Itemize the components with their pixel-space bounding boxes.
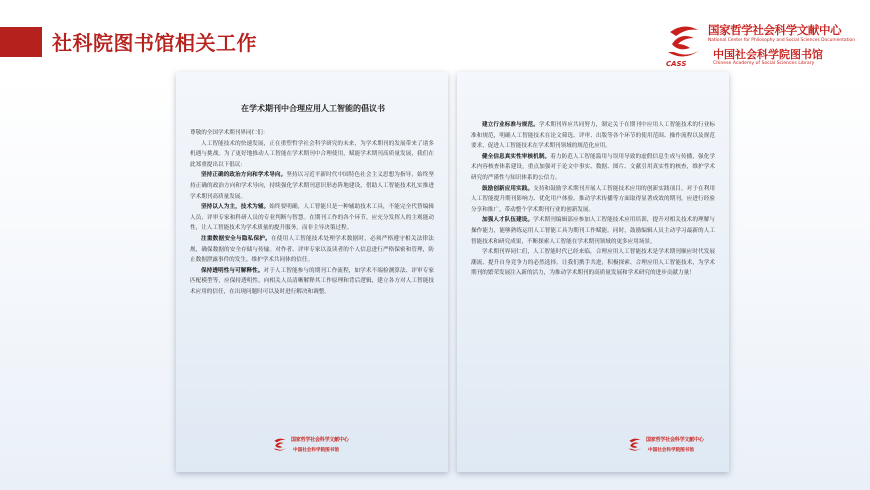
cass-library-logo <box>664 18 864 76</box>
page-title: 社科院图书馆相关工作 <box>52 31 257 55</box>
logo-abbr: CASS <box>666 60 687 68</box>
footer-org-name-1: 国家哲学社会科学文献中心 <box>291 437 349 443</box>
document-page-left <box>176 72 448 472</box>
initiative-item: 注重数据安全与隐私保护。在使用人工智能技术处理学术数据时，必须严格遵守相关法律法规，确保数据的安全存储与传输。对作者、评审专家以及读者的个人信息进行严格保密和管理，防止数据泄露事件的发生，维护学术共同体的信任。 <box>190 235 434 264</box>
initiative-item: 健全信息真实性审核机制。着力防范人工智能滥用与误用导致的虚假信息生成与传播，强化学术内容核查体系建设，重点加强对于论文中事实、数据、图片、文献引用真实性的核查，维护学术研究的严谨性与知识体系的公信力。 <box>471 153 715 181</box>
greeting: 尊敬的全国学术期刊界同仁们： <box>190 130 269 136</box>
initiative-item: 保持透明性与可解释性。对于人工智能参与的期刊工作流程，如学术不端检测算法、评审专家匹配模型等，应保持透明性，向相关人员清晰解释其工作原理和背后逻辑，建立各方对人工智能技术应用的信任，在出现问题时可以及时进行解决和调整。 <box>190 267 434 295</box>
initiative-item: 鼓励创新应用实践。支持和鼓励学术期刊开展人工智能技术应用的创新实践项目。对于在利用人工智能提升期刊影响力、优化用户体验、推动学术传播等方面取得显著成效的期刊，应进行经验分享和推广，带动整个学术期刊行业的创新发展。 <box>471 185 715 213</box>
footer-org-name-1: 国家哲学社会科学文献中心 <box>646 437 704 443</box>
initiative-item: 坚持正确的政治方向和学术导向。坚持以习近平新时代中国特色社会主义思想为指导，始终坚持正确的政治方向和学术导向，持续强化学术期刊意识形态阵地建设，借助人工智能技术扎实推进学术期刊高质量发展。 <box>190 172 434 200</box>
initiative-item: 坚持以人为主，技术为辅。始终要明确，人工智能只是一种辅助技术工具，不能完全代替编辑人员、评审专家和科研人员的专业判断与智慧。在期刊工作的各个环节，应充分发挥人的主观能动性，让人工智能技术为学术质量的提升服务，而非主导决策过程。 <box>190 204 434 232</box>
header-accent-bar <box>0 27 42 57</box>
logo-org-name-1: 国家哲学社会科学文献中心 <box>708 23 842 37</box>
document-title: 在学术期刊中合理应用人工智能的倡议书 <box>241 103 385 113</box>
intro-paragraph: 人工智能技术的快速发展，正在重塑哲学社会科学研究的未来，为学术期刊的发展带来了诸多机遇与挑战。为了更好地推动人工智能在学术期刊中合理使用，赋能学术期刊高质量发展，我们在此郑重提出以下倡议： <box>190 140 434 168</box>
initiative-item: 加强人才队伍建设。学术期刊编辑部应参加人工智能技术应用培训，提升对相关技术的理解与操作能力，能够熟练运用人工智能工具为期刊工作赋能。同时，鼓励编辑人员主动学习最新的人工智能技术和研究成果，不断探索人工智能在学术期刊领域的更多应用场景。 <box>471 217 715 245</box>
closing-paragraph: 学术期刊界同仁们，人工智能时代已经来临，合理应用人工智能技术是学术期刊顺应时代发展潮流、提升自身竞争力的必然选择。让我们携手共进，积极探索、合理应用人工智能技术，为学术期刊的繁荣发展注入新的活力，为推动学术期刊的高质量发展和学术研究的进步贡献力量！ <box>471 249 715 277</box>
logo-org-name-1-en: National Center for Philosophy and Social Sciences Documentation <box>708 38 856 43</box>
page-footer-logo <box>272 436 352 458</box>
cass-emblem-icon <box>627 436 643 456</box>
footer-org-name-2: 中国社会科学院图书馆 <box>648 448 694 453</box>
document-page-right <box>457 72 729 472</box>
footer-org-name-2: 中国社会科学院图书馆 <box>293 448 339 453</box>
initiative-item: 建立行业标准与规范。学术期刊界应共同努力，制定关于在期刊中应用人工智能技术的行业标准和规范，明确人工智能技术在论文筛选、评审、出版等各个环节的使用范围、操作流程以及规范要求，促进人工智能技术在学术期刊领域的规范化应用。 <box>471 122 715 150</box>
page-footer-logo <box>627 436 707 458</box>
cass-emblem-icon <box>272 436 288 456</box>
logo-org-name-2: 中国社会科学院图书馆 <box>713 48 823 61</box>
logo-org-name-2-en: Chinese Academy of Social Sciences Library <box>713 61 815 66</box>
